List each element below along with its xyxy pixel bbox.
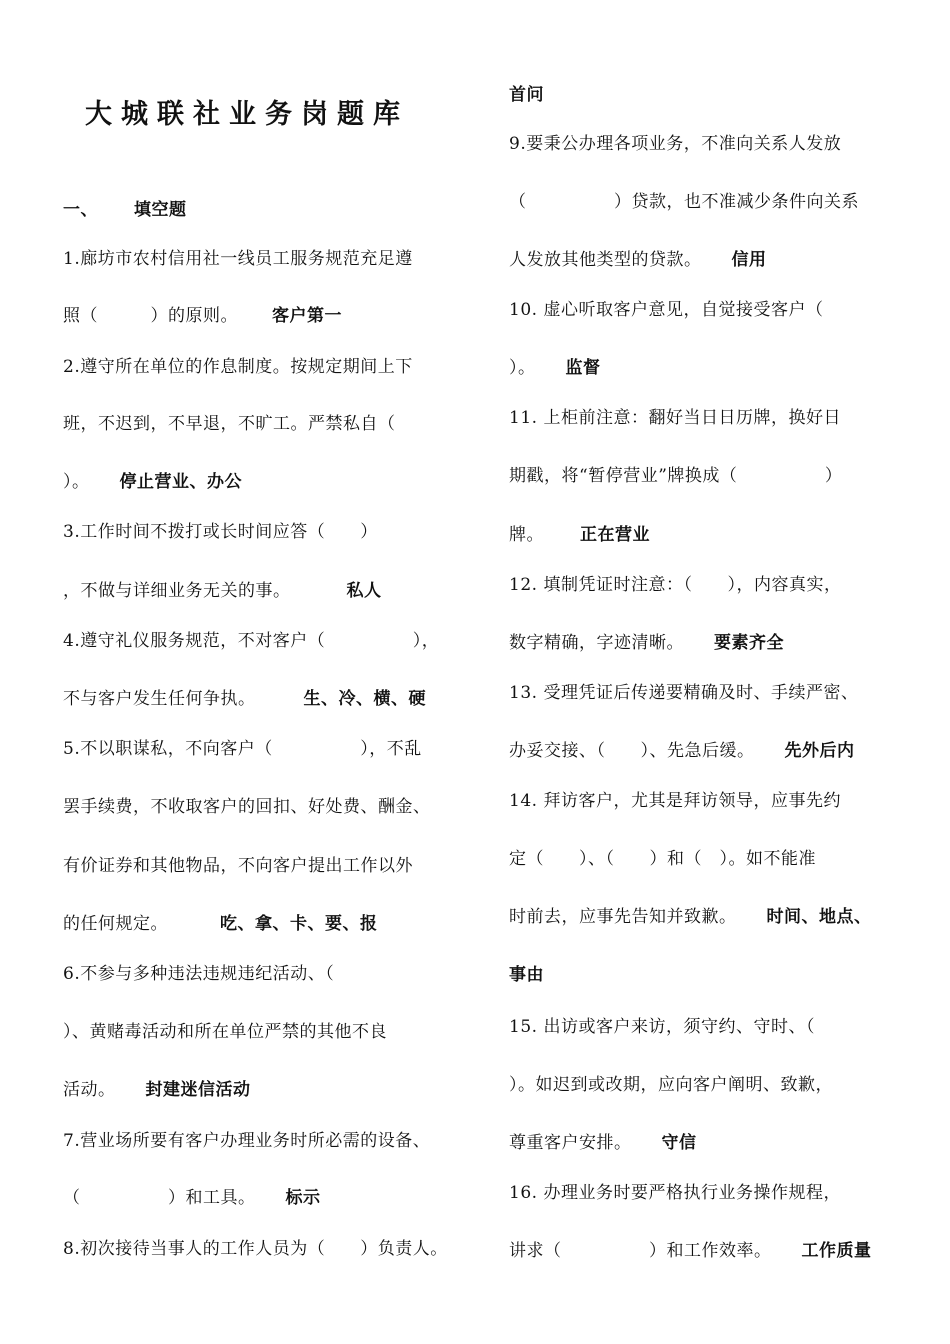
question-text: ，不做与详细业务无关的事。 xyxy=(63,581,291,601)
question-text: 5.不以职谋私，不向客户（ ），不乱 xyxy=(63,739,422,759)
question-text: 照（ ）的原则。 xyxy=(63,306,238,326)
question-text: 14. 拜访客户，尤其是拜访领导，应事先约 xyxy=(509,791,841,811)
section-heading xyxy=(63,199,187,221)
question-line xyxy=(63,1187,321,1209)
question-line xyxy=(63,471,242,493)
answer-text: 先外后内 xyxy=(784,741,855,761)
answer-text: 事由 xyxy=(509,965,544,985)
question-text: ）。 xyxy=(63,472,90,492)
question-line xyxy=(63,913,378,935)
answer-text: 时间、地点、 xyxy=(766,907,872,927)
question-line xyxy=(509,1240,872,1262)
page-title: 大城联社业务岗题库 xyxy=(85,99,409,130)
question-line xyxy=(509,249,767,271)
question-line xyxy=(509,1016,815,1038)
question-text: 16. 办理业务时要严格执行业务操作规程， xyxy=(509,1183,841,1203)
question-text: 有价证券和其他物品，不向客户提出工作以外 xyxy=(63,856,413,876)
question-line xyxy=(63,796,431,818)
answer-text: 要素齐全 xyxy=(714,633,784,653)
question-line xyxy=(63,1130,430,1152)
section-number: 一、 xyxy=(63,200,98,220)
question-line xyxy=(63,521,378,543)
question-line xyxy=(509,191,859,213)
question-line xyxy=(509,682,858,704)
question-line xyxy=(63,1021,387,1043)
question-line xyxy=(509,1182,841,1204)
question-line xyxy=(63,855,413,877)
question-line xyxy=(63,248,413,270)
question-text: 4.遵守礼仪服务规范，不对客户（ ）， xyxy=(63,631,440,651)
question-text: 尊重客户安排。 xyxy=(509,1133,632,1153)
question-text: 数字精确，字迹清晰。 xyxy=(509,633,684,653)
answer-text: 监督 xyxy=(565,358,601,378)
question-line xyxy=(509,964,544,986)
question-text: 8.初次接待当事人的工作人员为（ ）负责人。 xyxy=(63,1239,448,1259)
question-line xyxy=(63,1079,251,1101)
answer-text: 首问 xyxy=(509,85,544,105)
question-line xyxy=(509,574,841,596)
question-text: 13. 受理凭证后传递要精确及时、手续严密、 xyxy=(509,683,859,703)
question-text: 9.要秉公办理各项业务，不准向关系人发放 xyxy=(509,134,842,154)
question-line xyxy=(509,299,823,321)
question-line xyxy=(509,632,784,654)
question-line xyxy=(509,407,841,429)
question-line xyxy=(509,848,816,870)
question-text: 定（ ）、（ ）和（ ）。如不能准 xyxy=(509,849,816,869)
question-line xyxy=(63,1238,448,1260)
question-text: 10. 虚心听取客户意见，自觉接受客户（ xyxy=(509,300,824,320)
question-line xyxy=(509,740,855,762)
question-text: 不与客户发生任何争执。 xyxy=(63,689,256,709)
question-line xyxy=(509,790,841,812)
question-text: 期戳，将“暂停营业”牌换成（ ） xyxy=(509,466,843,486)
question-line xyxy=(63,356,413,378)
question-text: 3.工作时间不拨打或长时间应答（ ） xyxy=(63,522,378,542)
question-text: 办妥交接、（ ）、先急后缓。 xyxy=(509,741,755,761)
question-line xyxy=(63,580,382,602)
question-line xyxy=(63,630,439,652)
question-line xyxy=(509,524,650,546)
question-text: 罢手续费，不收取客户的回扣、好处费、酬金、 xyxy=(63,797,431,817)
question-line xyxy=(509,1074,833,1096)
answer-text: 标示 xyxy=(285,1188,321,1208)
question-line xyxy=(509,133,841,155)
question-line xyxy=(63,963,334,985)
question-text: 6.不参与多种违法违规违纪活动、（ xyxy=(63,964,335,984)
question-text: ）。如迟到或改期，应向客户阐明、致歉， xyxy=(509,1075,833,1095)
answer-text: 工作质量 xyxy=(801,1241,872,1261)
question-line xyxy=(63,413,396,435)
answer-text: 信用 xyxy=(731,250,767,270)
answer-text: 生、冷、横、硬 xyxy=(303,689,426,709)
question-text: （ ）和工具。 xyxy=(63,1188,256,1208)
question-text: 2.遵守所在单位的作息制度。按规定期间上下 xyxy=(63,357,413,377)
question-text: 的任何规定。 xyxy=(63,914,168,934)
question-text: 12. 填制凭证时注意：（ ），内容真实， xyxy=(509,575,842,595)
answer-text: 吃、拿、卡、要、报 xyxy=(220,914,378,934)
answer-text: 守信 xyxy=(661,1133,697,1153)
question-text: 7.营业场所要有客户办理业务时所必需的设备、 xyxy=(63,1131,431,1151)
question-line xyxy=(63,738,422,760)
question-line xyxy=(509,1132,697,1154)
answer-text: 停止营业、办公 xyxy=(119,472,242,492)
question-text: 活动。 xyxy=(63,1080,116,1100)
question-line xyxy=(509,357,601,379)
answer-text: 客户第一 xyxy=(272,306,342,326)
section-label: 填空题 xyxy=(134,200,187,220)
question-text: （ ）贷款，也不准减少条件向关系 xyxy=(509,192,859,212)
question-text: ）。 xyxy=(509,358,536,378)
question-text: 班，不迟到，不早退，不旷工。严禁私自（ xyxy=(63,414,396,434)
question-line xyxy=(509,906,872,928)
answer-text: 封建迷信活动 xyxy=(145,1080,251,1100)
question-text: ）、黄赌毒活动和所在单位严禁的其他不良 xyxy=(63,1022,387,1042)
answer-text: 私人 xyxy=(346,581,382,601)
answer-text: 正在营业 xyxy=(580,525,650,545)
question-line xyxy=(63,305,342,327)
question-text: 人发放其他类型的贷款。 xyxy=(509,250,702,270)
question-text: 1.廊坊市农村信用社一线员工服务规范充足遵 xyxy=(63,249,413,269)
question-line xyxy=(509,465,842,487)
question-text: 15. 出访或客户来访，须守约、守时、（ xyxy=(509,1017,815,1037)
question-text: 讲求（ ）和工作效率。 xyxy=(509,1241,772,1261)
question-text: 时前去，应事先告知并致歉。 xyxy=(509,907,737,927)
question-text: 11. 上柜前注意：翻好当日日历牌，换好日 xyxy=(509,408,841,428)
question-line xyxy=(63,688,426,710)
question-line xyxy=(509,84,544,106)
question-text: 牌。 xyxy=(509,525,544,545)
